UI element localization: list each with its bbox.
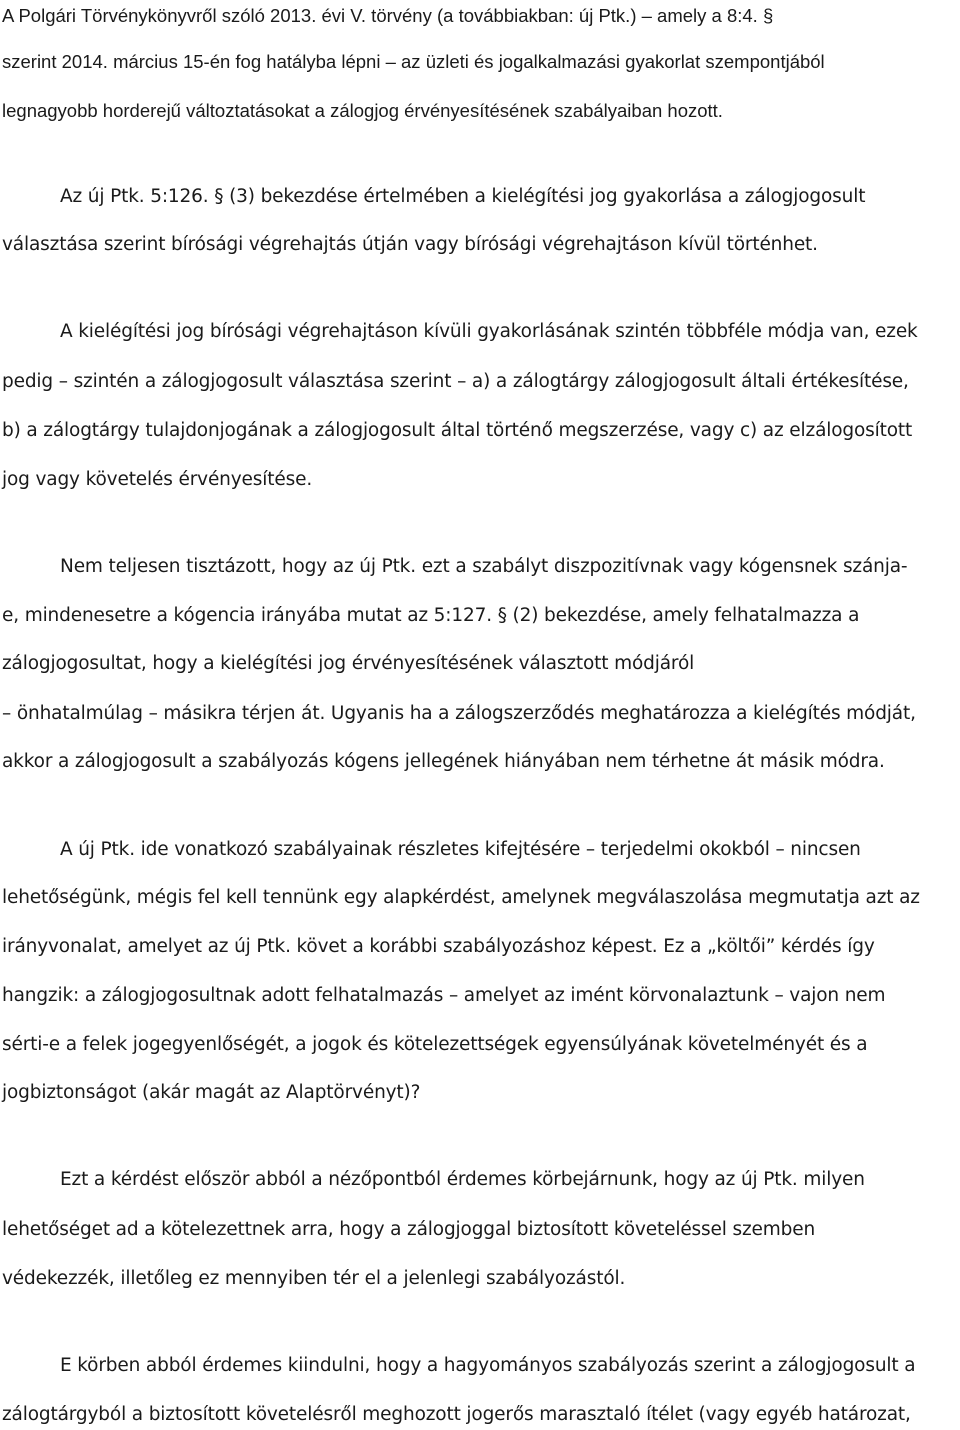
paragraph-1-line-3: legnagyobb horderejű változtatásokat a zálogjog érvényesítésének szabályaiban hozott. [2,100,723,121]
paragraph-7-line-2: zálogtárgyból a biztosított követelésről meghozott jogerős marasztaló ítélet (vagy egyéb határozat, [2,1404,911,1425]
paragraph-4-line-5: akkor a zálogjogosult a szabályozás kógens jellegének hiányában nem térhetne át másik módra. [2,751,885,772]
paragraph-7-line-1: E körben abból érdemes kiindulni, hogy a hagyományos szabályozás szerint a zálogjogosult a [60,1355,916,1376]
paragraph-3-line-4: jog vagy követelés érvényesítése. [2,469,313,490]
paragraph-3-line-2: pedig – szintén a zálogjogosult választása szerint – a) a zálogtárgy zálogjogosult általi értékesítése, [2,371,909,392]
paragraph-4-line-1: Nem teljesen tisztázott, hogy az új Ptk. ezt a szabályt diszpozitívnak vagy kógensnek szánja- [60,556,908,577]
paragraph-5-line-1: A új Ptk. ide vonatkozó szabályainak részletes kifejtésére – terjedelmi okokból – nincsen [60,839,861,860]
paragraph-4-line-2: e, mindenesetre a kógencia irányába mutat az 5:127. § (2) bekezdése, amely felhatalmazza a [2,605,860,626]
paragraph-2-line-2: választása szerint bírósági végrehajtás útján vagy bírósági végrehajtáson kívül történhet. [2,234,818,255]
paragraph-5-line-6: jogbiztonságot (akár magát az Alaptörvényt)? [2,1082,421,1103]
paragraph-1-line-2: szerint 2014. március 15-én fog hatályba lépni – az üzleti és jogalkalmazási gyakorlat szempontjából [2,51,825,72]
paragraph-5-line-4: hangzik: a zálogjogosultnak adott felhatalmazás – amelyet az imént körvonalaztunk – vajon nem [2,985,886,1006]
paragraph-6-line-1: Ezt a kérdést először abból a nézőpontból érdemes körbejárnunk, hogy az új Ptk. milyen [60,1169,865,1190]
paragraph-4-line-4: – önhatalmúlag – másikra térjen át. Ugyanis ha a zálogszerződés meghatározza a kielégítés módját, [2,703,916,724]
paragraph-3-line-3: b) a zálogtárgy tulajdonjogának a zálogjogosult által történő megszerzése, vagy c) az elzálogosított [2,420,913,441]
paragraph-5-line-2: lehetőségünk, mégis fel kell tennünk egy alapkérdést, amelynek megválaszolása megmutatja azt az [2,887,920,908]
paragraph-3-line-1: A kielégítési jog bírósági végrehajtáson kívüli gyakorlásának szintén többféle módja van, ezek [60,321,918,342]
paragraph-1-line-1: A Polgári Törvénykönyvről szóló 2013. évi V. törvény (a továbbiakban: új Ptk.) – amely a 8:4. § [2,5,774,26]
paragraph-5-line-3: irányvonalat, amelyet az új Ptk. követ a korábbi szabályozáshoz képest. Ez a „költői” kérdés így [2,936,875,957]
paragraph-4-line-3: zálogjogosultat, hogy a kielégítési jog érvényesítésének választott módjáról [2,653,695,674]
paragraph-6-line-2: lehetőséget ad a kötelezettnek arra, hogy a zálogjoggal biztosított követeléssel szemben [2,1219,816,1240]
paragraph-6-line-3: védekezzék, illetőleg ez mennyiben tér el a jelenlegi szabályozástól. [2,1268,626,1289]
paragraph-2-line-1: Az új Ptk. 5:126. § (3) bekezdése értelmében a kielégítési jog gyakorlása a zálogjogosult [60,186,866,207]
paragraph-5-line-5: sérti-e a felek jogegyenlőségét, a jogok és kötelezettségek egyensúlyának követelményét és a [2,1034,868,1055]
